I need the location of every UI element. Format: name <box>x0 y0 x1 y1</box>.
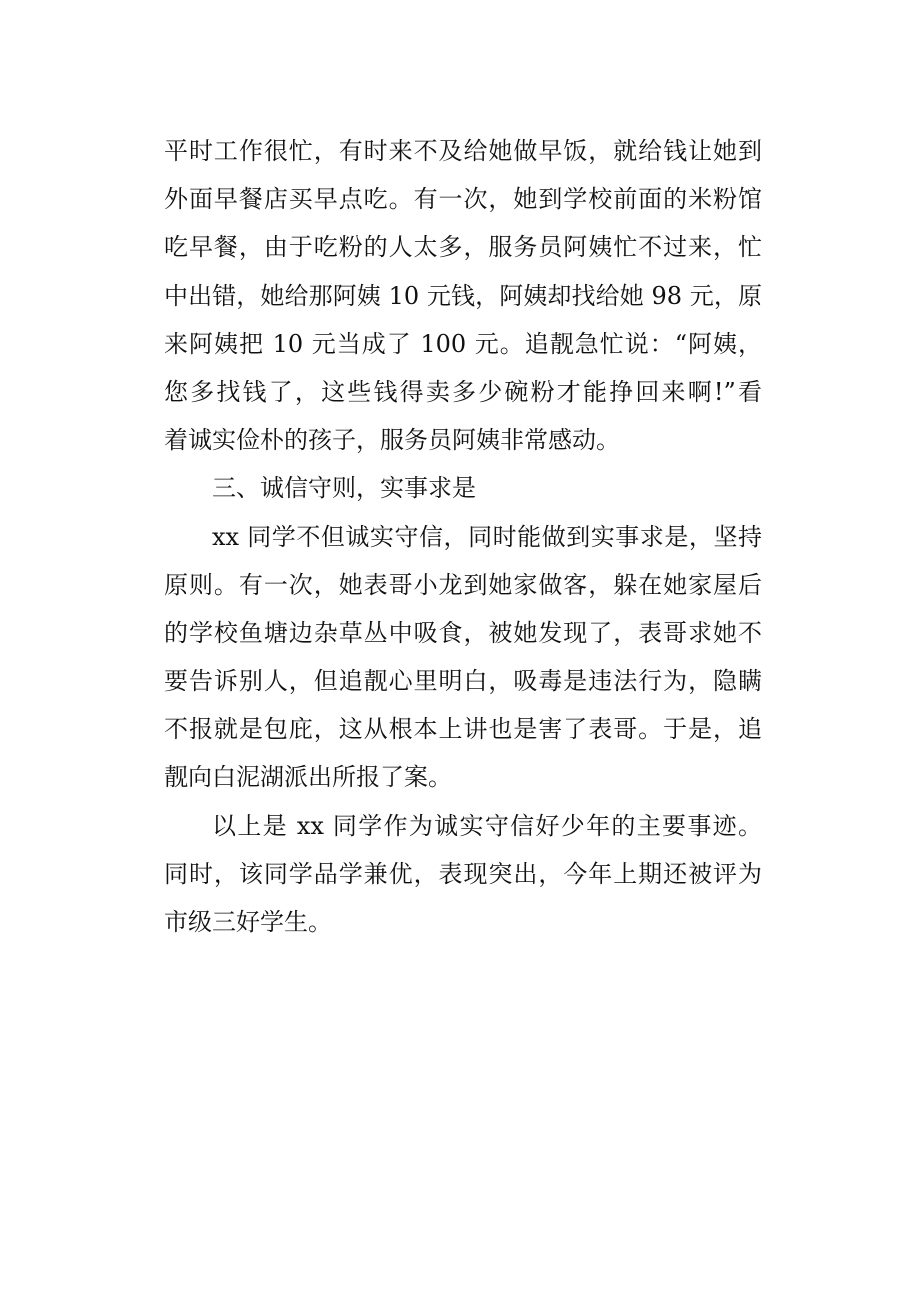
text-line: 平时工作很忙，有时来不及给她做早饭，就给钱让她到 <box>164 137 762 165</box>
text-line: 不报就是包庇，这从根本上讲也是害了表哥。于是，追 <box>164 715 762 744</box>
text-line: 外面早餐店买早点吃。有一次，她到学校前面的米粉馆 <box>164 185 762 214</box>
document-body <box>164 127 762 946</box>
text-line: 您多找钱了，这些钱得卖多少碗粉才能挣回来啊!”看 <box>164 377 762 406</box>
text-line: xx 同学不但诚实守信，同时能做到实事求是，坚持 <box>212 522 762 551</box>
text-line: 吃早餐，由于吃粉的人太多，服务员阿姨忙不过来，忙 <box>164 233 762 262</box>
text-line: 的学校鱼塘边杂草丛中吸食，被她发现了，表哥求她不 <box>164 618 762 647</box>
section-heading <box>164 464 762 512</box>
text-line: 原则。有一次，她表哥小龙到她家做客，躲在她家屋后 <box>164 570 762 599</box>
text-line: 来阿姨把 10 元当成了 100 元。追靓急忙说：“阿姨， <box>164 329 762 358</box>
text-line: 同时，该同学品学兼优，表现突出，今年上期还被评为 <box>164 859 762 888</box>
text-line: 要告诉别人，但追靓心里明白，吸毒是违法行为，隐瞒 <box>164 667 762 696</box>
text-line: 中出错，她给那阿姨 10 元钱，阿姨却找给她 98 元，原 <box>164 281 762 310</box>
text-line: 以上是 xx 同学作为诚实守信好少年的主要事迹。 <box>212 811 762 840</box>
section-heading-text: 三、诚信守则，实事求是 <box>212 474 476 503</box>
paragraph-story-continuation <box>164 127 762 464</box>
text-line: 着诚实俭朴的孩子，服务员阿姨非常感动。 <box>164 426 620 455</box>
text-line: 市级三好学生。 <box>164 908 332 936</box>
paragraph-honesty-principle <box>164 513 762 802</box>
paragraph-summary <box>164 802 762 947</box>
text-line: 靓向白泥湖派出所报了案。 <box>164 763 452 792</box>
